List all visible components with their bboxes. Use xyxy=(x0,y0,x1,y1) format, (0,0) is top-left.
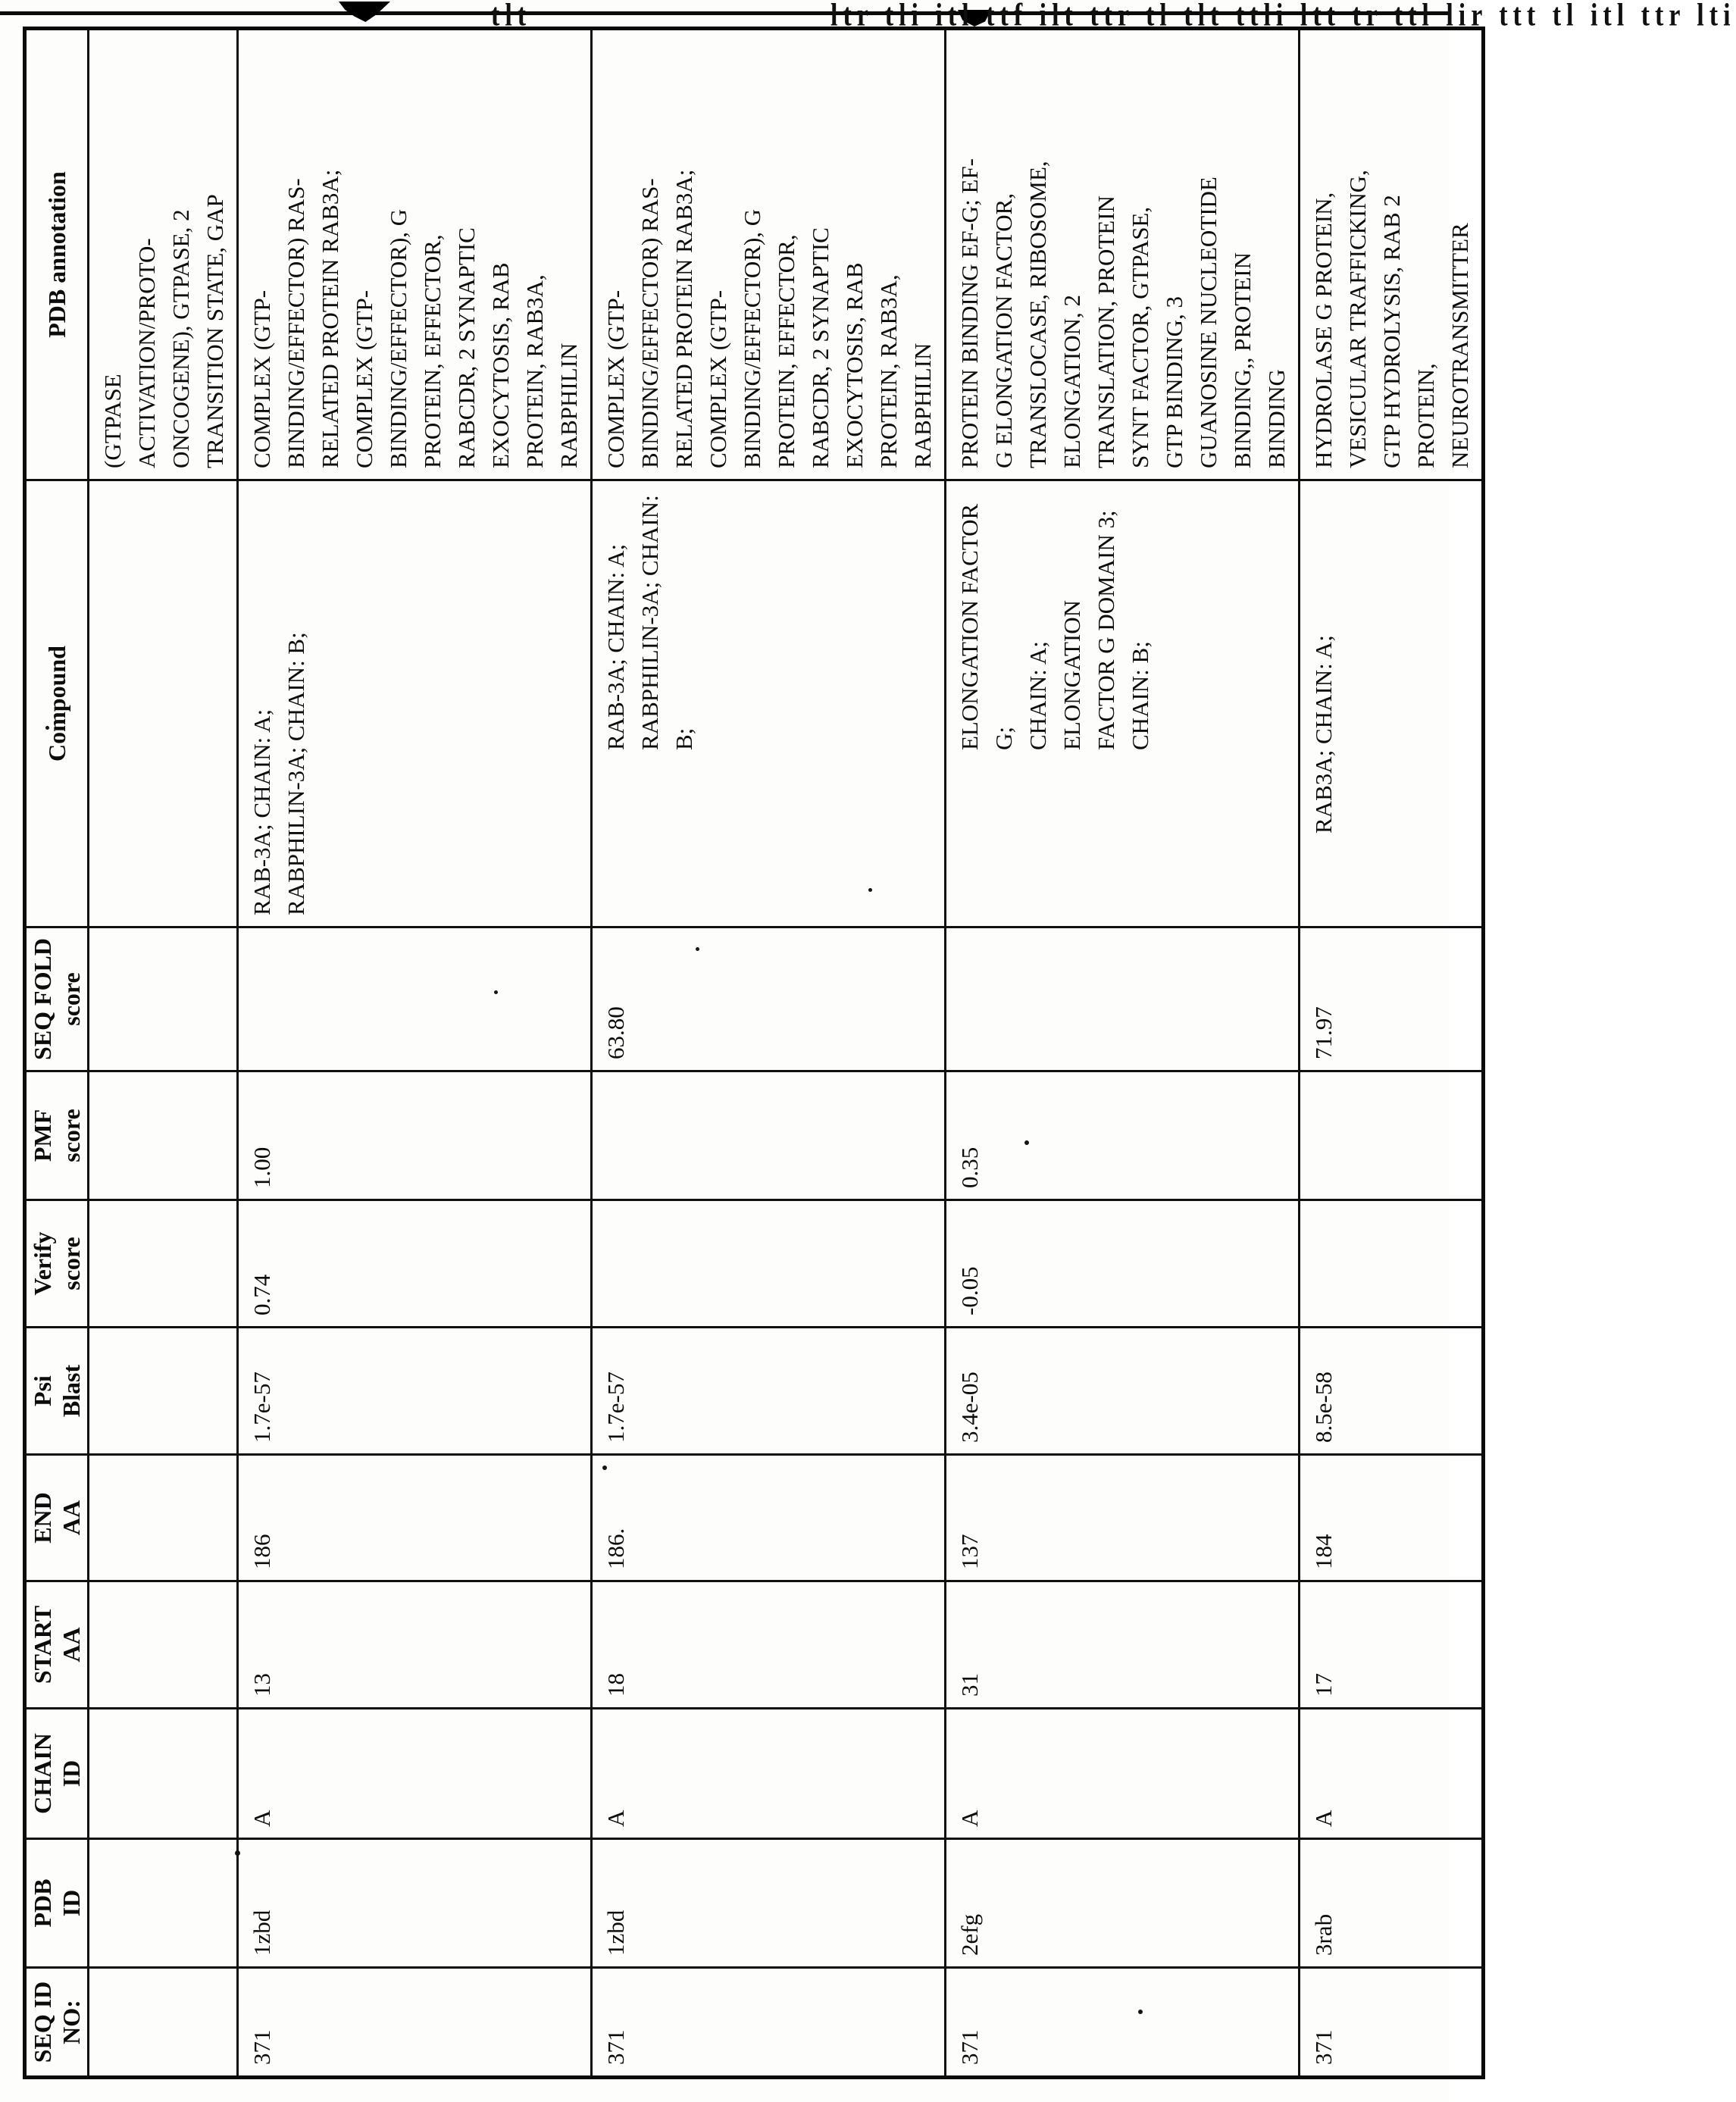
table-row xyxy=(89,29,238,2078)
table-row xyxy=(946,29,1300,2078)
cell-start-aa: 31 xyxy=(946,1581,1300,1709)
cell-compound: RAB-3A; CHAIN: A; RABPHILIN-3A; CHAIN: B; xyxy=(592,480,946,927)
table-row xyxy=(238,29,592,2078)
rotated-results-table xyxy=(23,30,1473,2079)
cell-chain-id: A xyxy=(238,1709,592,1839)
cell-seq-fold-score xyxy=(946,927,1300,1071)
cell-end-aa xyxy=(89,1455,238,1581)
cell-end-aa: 184 xyxy=(1300,1455,1484,1581)
cell-pmf-score xyxy=(1300,1071,1484,1200)
header-seq-fold-score: SEQ FOLD score xyxy=(25,927,89,1071)
cell-pdb-annotation: PROTEIN BINDING EF-G; EF- G ELONGATION FACTOR, TRANSLOCASE, RIBOSOME, ELONGATION, 2 TRANSLATION, PROTEIN SYNT FACTOR, GTPASE, GTP BINDING, 3 GUANOSINE NUCLEOTIDE BINDING,, PROTEIN BINDING xyxy=(946,29,1300,480)
cell-verify-score xyxy=(89,1200,238,1328)
table-header-row xyxy=(25,29,89,2078)
pdb-hits-table xyxy=(23,27,1485,2079)
cell-psi-blast: 3.4e-05 xyxy=(946,1328,1300,1455)
header-compound: Compound xyxy=(25,480,89,927)
cell-seq-id-no: 371 xyxy=(946,1968,1300,2078)
cell-seq-id-no xyxy=(89,1968,238,2078)
header-verify-score: Verify score xyxy=(25,1200,89,1328)
cell-end-aa: 186. xyxy=(592,1455,946,1581)
cell-pmf-score: 1.00 xyxy=(238,1071,592,1200)
cell-start-aa: 17 xyxy=(1300,1581,1484,1709)
fragment-text: ltr tli itl ttf ilt ttr tl tlt ttli ltt tr ttl lir ttt tl itl ttr lti xyxy=(830,0,1736,33)
cell-seq-id-no: 371 xyxy=(1300,1968,1484,2078)
header-end-aa: END AA xyxy=(25,1455,89,1581)
cell-compound: RAB-3A; CHAIN: A; RABPHILIN-3A; CHAIN: B; xyxy=(238,480,592,927)
cell-seq-id-no: 371 xyxy=(592,1968,946,2078)
cell-compound: RAB3A; CHAIN: A; xyxy=(1300,480,1484,927)
header-psi-blast: Psi Blast xyxy=(25,1328,89,1455)
cell-psi-blast xyxy=(89,1328,238,1455)
cell-psi-blast: 8.5e-58 xyxy=(1300,1328,1484,1455)
cell-pdb-id: 1zbd xyxy=(592,1839,946,1968)
cell-seq-fold-score xyxy=(238,927,592,1071)
fragment-text: tlt xyxy=(491,0,532,33)
cell-pdb-annotation: (GTPASE ACTIVATION/PROTO- ONCOGENE), GTPASE, 2 TRANSITION STATE, GAP xyxy=(89,29,238,480)
cell-seq-fold-score xyxy=(89,927,238,1071)
cell-compound xyxy=(89,480,238,927)
cell-pmf-score: 0.35 xyxy=(946,1071,1300,1200)
cell-start-aa xyxy=(89,1581,238,1709)
header-start-aa: START AA xyxy=(25,1581,89,1709)
cell-pdb-annotation: HYDROLASE G PROTEIN, VESICULAR TRAFFICKING, GTP HYDROLYSIS, RAB 2 PROTEIN, NEUROTRANSMITTER xyxy=(1300,29,1484,480)
cell-chain-id: A xyxy=(946,1709,1300,1839)
cell-start-aa: 18 xyxy=(592,1581,946,1709)
cell-pdb-annotation: COMPLEX (GTP- BINDING/EFFECTOR) RAS- RELATED PROTEIN RAB3A; COMPLEX (GTP- BINDING/EFFECTOR), G PROTEIN, EFFECTOR, RABCDR, 2 SYNAPTIC EXOCYTOSIS, RAB PROTEIN, RAB3A, RABPHILIN xyxy=(592,29,946,480)
cell-chain-id xyxy=(89,1709,238,1839)
cell-psi-blast: 1.7e-57 xyxy=(592,1328,946,1455)
cell-verify-score: 0.74 xyxy=(238,1200,592,1328)
cell-pdb-id: 2efg xyxy=(946,1839,1300,1968)
cell-seq-fold-score: 63.80 xyxy=(592,927,946,1071)
cell-verify-score: -0.05 xyxy=(946,1200,1300,1328)
table-body xyxy=(89,29,1484,2078)
cell-compound: ELONGATION FACTOR G; CHAIN: A; ELONGATION FACTOR G DOMAIN 3; CHAIN: B; xyxy=(946,480,1300,927)
header-pdb-id: PDB ID xyxy=(25,1839,89,1968)
header-pmf-score: PMF score xyxy=(25,1071,89,1200)
cell-seq-fold-score: 71.97 xyxy=(1300,927,1484,1071)
header-seq-id-no: SEQ ID NO: xyxy=(25,1968,89,2078)
header-pdb-annotation: PDB annotation xyxy=(25,29,89,480)
cell-end-aa: 137 xyxy=(946,1455,1300,1581)
cell-start-aa: 13 xyxy=(238,1581,592,1709)
table-row xyxy=(1300,29,1484,2078)
cell-pdb-id: 1zbd xyxy=(238,1839,592,1968)
cell-end-aa: 186 xyxy=(238,1455,592,1581)
cell-pmf-score xyxy=(592,1071,946,1200)
cell-pmf-score xyxy=(89,1071,238,1200)
header-chain-id: CHAIN ID xyxy=(25,1709,89,1839)
cell-chain-id: A xyxy=(1300,1709,1484,1839)
cell-pdb-id: 3rab xyxy=(1300,1839,1484,1968)
cell-verify-score xyxy=(592,1200,946,1328)
table-row xyxy=(592,29,946,2078)
cell-chain-id: A xyxy=(592,1709,946,1839)
cell-pdb-id xyxy=(89,1839,238,1968)
cell-seq-id-no: 371 xyxy=(238,1968,592,2078)
cell-pdb-annotation: COMPLEX (GTP- BINDING/EFFECTOR) RAS- RELATED PROTEIN RAB3A; COMPLEX (GTP- BINDING/EFFECTOR), G PROTEIN, EFFECTOR, RABCDR, 2 SYNAPTIC EXOCYTOSIS, RAB PROTEIN, RAB3A, RABPHILIN xyxy=(238,29,592,480)
cell-psi-blast: 1.7e-57 xyxy=(238,1328,592,1455)
cell-verify-score xyxy=(1300,1200,1484,1328)
